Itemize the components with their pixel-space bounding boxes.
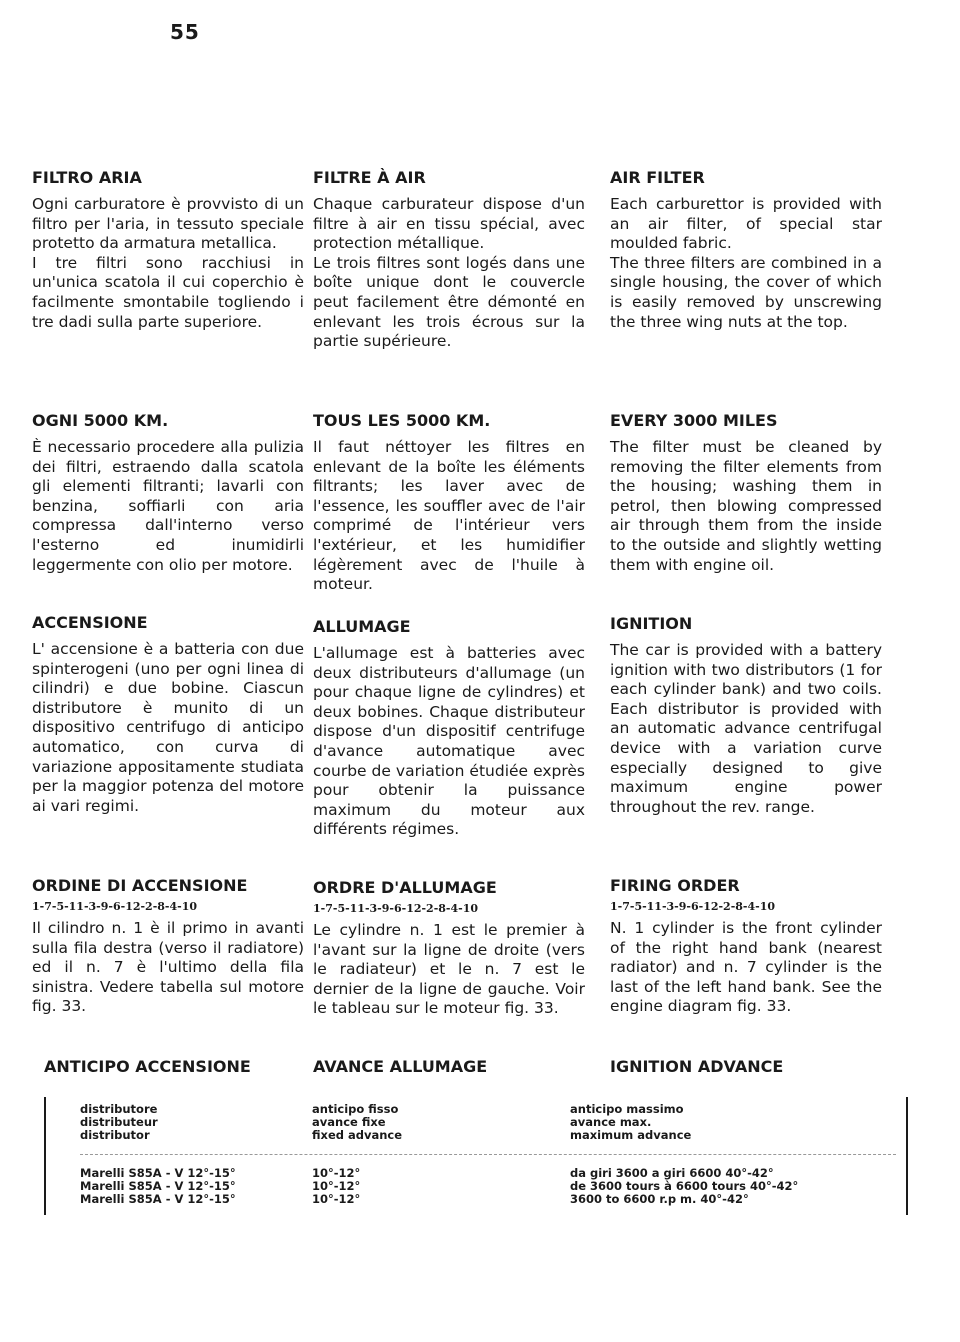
- header-max-advance: [570, 1103, 900, 1142]
- section-body: The filter must be cleaned by removing the filter elements from the housing; washing them in petrol, then blowing compressed air through them from the inside to the outside and slightly wetting them with engine oil.: [610, 438, 882, 574]
- header-fixed-advance: [312, 1103, 542, 1142]
- section-ignition-fr: [313, 617, 585, 840]
- column-max-advance: [570, 1167, 900, 1206]
- section-ignition-en: [610, 614, 882, 817]
- table-cell: de 3600 tours à 6600 tours 40°-42°: [570, 1179, 799, 1193]
- section-title: FILTRO ARIA: [32, 168, 142, 187]
- section-body: L' accensione è a batteria con due spinterogeni (uno per ogni linea di cilindri) e due bobine. Ciascun distributore è munito di un dispositivo centrifugo di anticipo automatico, con curva di variazione appositamente studiata per la maggior potenza del motore ai vari regimi.: [32, 640, 304, 815]
- section-cleaning-en: [610, 411, 882, 575]
- section-body: Il faut néttoyer les filtres en enlevant de la boîte les éléments filtrants; les laver avec de l'essence, les souffler avec de l'air comprimé de l'intérieur vers l'extérieur, et les humidifier légèrement avec de l'huile à moteur.: [313, 438, 585, 594]
- header-line: distributore: [80, 1102, 158, 1116]
- column-fixed-advance: [312, 1167, 542, 1206]
- table-cell: 10°-12°: [312, 1179, 361, 1193]
- table-cell: Marelli S85A - V 12°-15°: [80, 1179, 236, 1193]
- section-air-filter-en: [610, 168, 882, 332]
- section-body: È necessario procedere alla pulizia dei filtri, estraendo dalla scatola gli elementi filtranti; lavarli con benzina, soffiarli con aria compressa dall'interno verso l'esterno ed inumidirli leggermente con olio per motore.: [32, 438, 304, 574]
- firing-sequence: 1-7-5-11-3-9-6-12-2-8-4-10: [32, 900, 198, 913]
- section-air-filter-fr: [313, 168, 585, 352]
- section-firing-order-fr: [313, 878, 585, 1019]
- section-cleaning-it: [32, 411, 304, 575]
- section-title: EVERY 3000 MILES: [610, 411, 778, 430]
- table-divider: [80, 1154, 896, 1155]
- section-body: The car is provided with a battery ignition with two distributors (1 for each cylinder bank) and two coils. Each distributor is provided with an automatic advance centrifugal device with a variation curve especially designed to give maximum engine power throughout the rev. range.: [610, 641, 882, 816]
- section-body: Le cylindre n. 1 est le premier à l'avant sur la ligne de droite (vers le radiateur) et le n. 7 est le dernier de la ligne de gauche. Voir le tableau sur le moteur fig. 33.: [313, 921, 585, 1018]
- header-line: anticipo massimo: [570, 1102, 684, 1116]
- section-firing-order-it: [32, 876, 304, 1017]
- advance-title-fr: AVANCE ALLUMAGE: [313, 1057, 488, 1076]
- section-cleaning-fr: [313, 411, 585, 595]
- table-cell: da giri 3600 a giri 6600 40°-42°: [570, 1166, 774, 1180]
- section-air-filter-it: [32, 168, 304, 332]
- section-ignition-it: [32, 613, 304, 816]
- header-line: distributeur: [80, 1115, 158, 1129]
- section-body: Chaque carburateur dispose d'un filtre à air en tissu spécial, avec protection métallique. Le trois filtres sont logés dans une boîte unique dont le couvercle peut facilement être démonté en enlevant les trois écrous sur la partie supérieure.: [313, 195, 585, 351]
- table-cell: Marelli S85A - V 12°-15°: [80, 1166, 236, 1180]
- section-title: AIR FILTER: [610, 168, 705, 187]
- section-body: Ogni carburatore è provvisto di un filtro per l'aria, in tessuto speciale protetto da armatura metallica. I tre filtri sono racchiusi in un'unica scatola il cui coperchio è facilmente smontabile togliendo i tre dadi sulla parte superiore.: [32, 195, 304, 331]
- header-line: avance max.: [570, 1115, 652, 1129]
- section-body: Il cilindro n. 1 è il primo in avanti sulla fila destra (verso il radiatore) ed il n. 7 è l'ultimo della fila sinistra. Vedere tabella sul motore fig. 33.: [32, 919, 304, 1016]
- table-cell: 10°-12°: [312, 1166, 361, 1180]
- section-title: ORDINE DI ACCENSIONE: [32, 876, 248, 895]
- ignition-advance-table: [44, 1097, 908, 1215]
- advance-title-it: ANTICIPO ACCENSIONE: [44, 1057, 251, 1076]
- section-firing-order-en: [610, 876, 882, 1017]
- header-line: fixed advance: [312, 1128, 403, 1142]
- section-body: Each carburettor is provided with an air filter, of special star moulded fabric. The three filters are combined in a single housing, the cover of which is easily removed by unscrewing the three wing nuts at the top.: [610, 195, 882, 331]
- section-title: FILTRE À AIR: [313, 168, 426, 187]
- section-title: IGNITION: [610, 614, 693, 633]
- advance-title-en: IGNITION ADVANCE: [610, 1057, 784, 1076]
- section-title: ORDRE D'ALLUMAGE: [313, 878, 497, 897]
- header-line: maximum advance: [570, 1128, 692, 1142]
- section-body: L'allumage est à batteries avec deux distributeurs d'allumage (un pour chaque ligne de cylindres) et deux bobines. Chaque distributeur dispose d'un dispositif centrifuge d'avance automatique avec courbe de variation étudiée exprès pour obtenir la puissance maximum du moteur aux différents régimes.: [313, 644, 585, 839]
- header-line: anticipo fisso: [312, 1102, 399, 1116]
- section-title: ACCENSIONE: [32, 613, 148, 632]
- section-body: N. 1 cylinder is the front cylinder of the right hand bank (nearest radiator) and n. 7 cylinder is the last of the left hand bank. See the engine diagram fig. 33.: [610, 919, 882, 1016]
- table-cell: 3600 to 6600 r.p m. 40°-42°: [570, 1192, 749, 1206]
- table-cell: 10°-12°: [312, 1192, 361, 1206]
- table-cell: Marelli S85A - V 12°-15°: [80, 1192, 236, 1206]
- section-title: ALLUMAGE: [313, 617, 411, 636]
- page-number: 55: [170, 20, 200, 44]
- section-title: FIRING ORDER: [610, 876, 740, 895]
- section-title: TOUS LES 5000 KM.: [313, 411, 491, 430]
- section-title: OGNI 5000 KM.: [32, 411, 169, 430]
- column-distributor: [80, 1167, 320, 1206]
- firing-sequence: 1-7-5-11-3-9-6-12-2-8-4-10: [610, 900, 776, 913]
- header-distributor: [80, 1103, 320, 1142]
- firing-sequence: 1-7-5-11-3-9-6-12-2-8-4-10: [313, 902, 479, 915]
- header-line: distributor: [80, 1128, 150, 1142]
- header-line: avance fixe: [312, 1115, 386, 1129]
